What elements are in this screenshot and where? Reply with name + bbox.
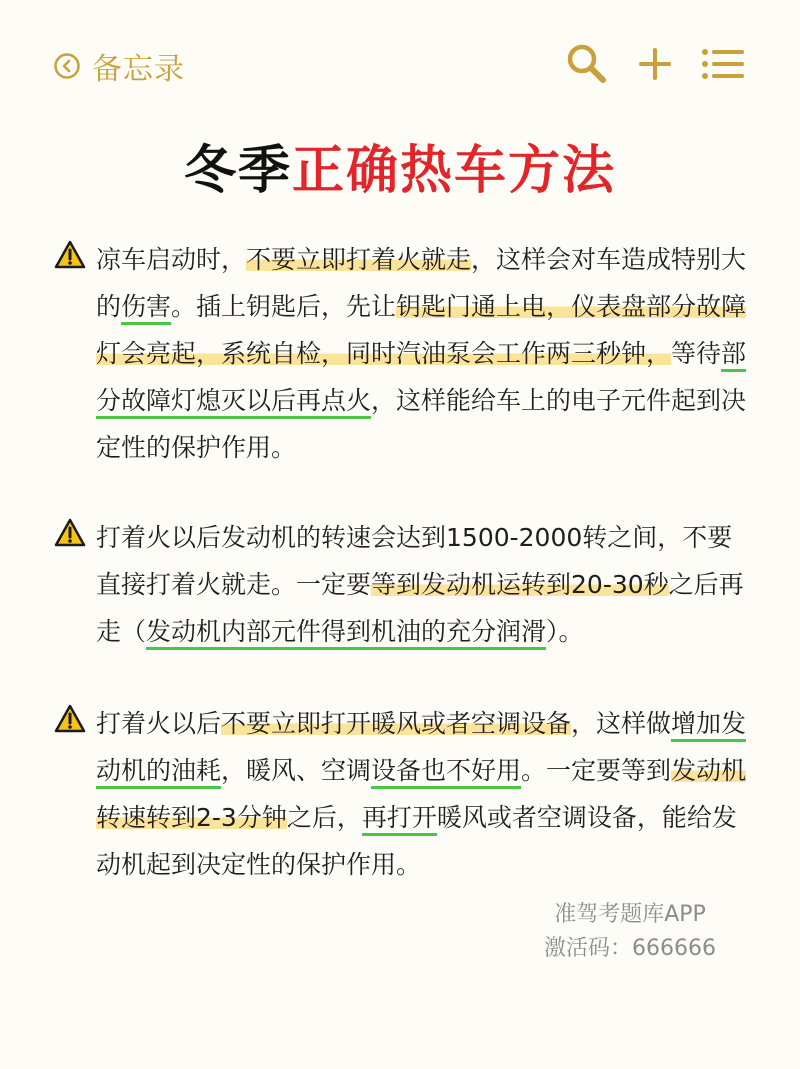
tip-paragraph-1 bbox=[54, 236, 754, 471]
footer-watermark bbox=[530, 898, 730, 966]
menu-list-icon[interactable] bbox=[700, 42, 746, 86]
title-part-black: 冬季 bbox=[183, 141, 292, 201]
underline: 部分故障灯熄灭以后再点火 bbox=[96, 339, 746, 419]
title-part-red: 正确热车方法 bbox=[292, 141, 617, 201]
warning-icon bbox=[54, 240, 86, 270]
underline: 伤害 bbox=[121, 292, 171, 325]
back-chevron-icon bbox=[54, 53, 80, 79]
page-title bbox=[0, 128, 800, 203]
highlight: 等到发动机运转到20-30秒 bbox=[371, 570, 669, 599]
highlight: ，仪表盘部分故障灯会亮起，系统自检，同时汽油泵会工作两三秒钟， bbox=[96, 292, 747, 368]
footer-activation-code: 激活码：666666 bbox=[544, 936, 716, 961]
highlight: 钥匙门通上电 bbox=[396, 292, 547, 321]
highlight: 不要立即打开暖风或者空调设备 bbox=[221, 709, 572, 738]
back-button[interactable] bbox=[54, 44, 185, 88]
highlight: 发动机转速转到2-3分钟 bbox=[96, 756, 747, 832]
highlight: 不要立即打着火就走 bbox=[246, 245, 472, 274]
tip-paragraph-3 bbox=[54, 700, 754, 888]
top-bar bbox=[0, 0, 800, 130]
warning-icon bbox=[54, 518, 86, 548]
tip-text-3: 打着火以后不要立即打开暖风或者空调设备，这样做增加发动机的油耗，暖风、空调设备也不好用。一定要等到发动机转速转到2-3分钟之后，再打开暖风或者空调设备，能给发动机起到决定性的保护作用。 bbox=[96, 709, 747, 879]
plus-icon[interactable] bbox=[635, 42, 675, 86]
tip-paragraph-2 bbox=[54, 514, 754, 655]
underline: 设备也不好用 bbox=[371, 756, 521, 789]
underline: 发动机内部元件得到机油的充分润滑 bbox=[146, 617, 546, 650]
back-label: 备忘录 bbox=[92, 52, 185, 87]
warning-icon bbox=[54, 704, 86, 734]
underline: 增加发动机的油耗 bbox=[96, 709, 746, 789]
underline: 再打开 bbox=[362, 803, 437, 836]
footer-app-name: 准驾考题库APP bbox=[554, 902, 706, 927]
search-icon[interactable] bbox=[565, 42, 609, 86]
tip-text-1: 凉车启动时，不要立即打着火就走，这样会对车造成特别大的伤害。插上钥匙后，先让钥匙门通上电，仪表盘部分故障灯会亮起，系统自检，同时汽油泵会工作两三秒钟，等待部分故障灯熄灭以后再点火，这样能给车上的电子元件起到决定性的保护作用。 bbox=[96, 245, 747, 462]
tip-text-2: 打着火以后发动机的转速会达到1500-2000转之间，不要直接打着火就走。一定要等到发动机运转到20-30秒之后再走（发动机内部元件得到机油的充分润滑）。 bbox=[96, 514, 752, 655]
